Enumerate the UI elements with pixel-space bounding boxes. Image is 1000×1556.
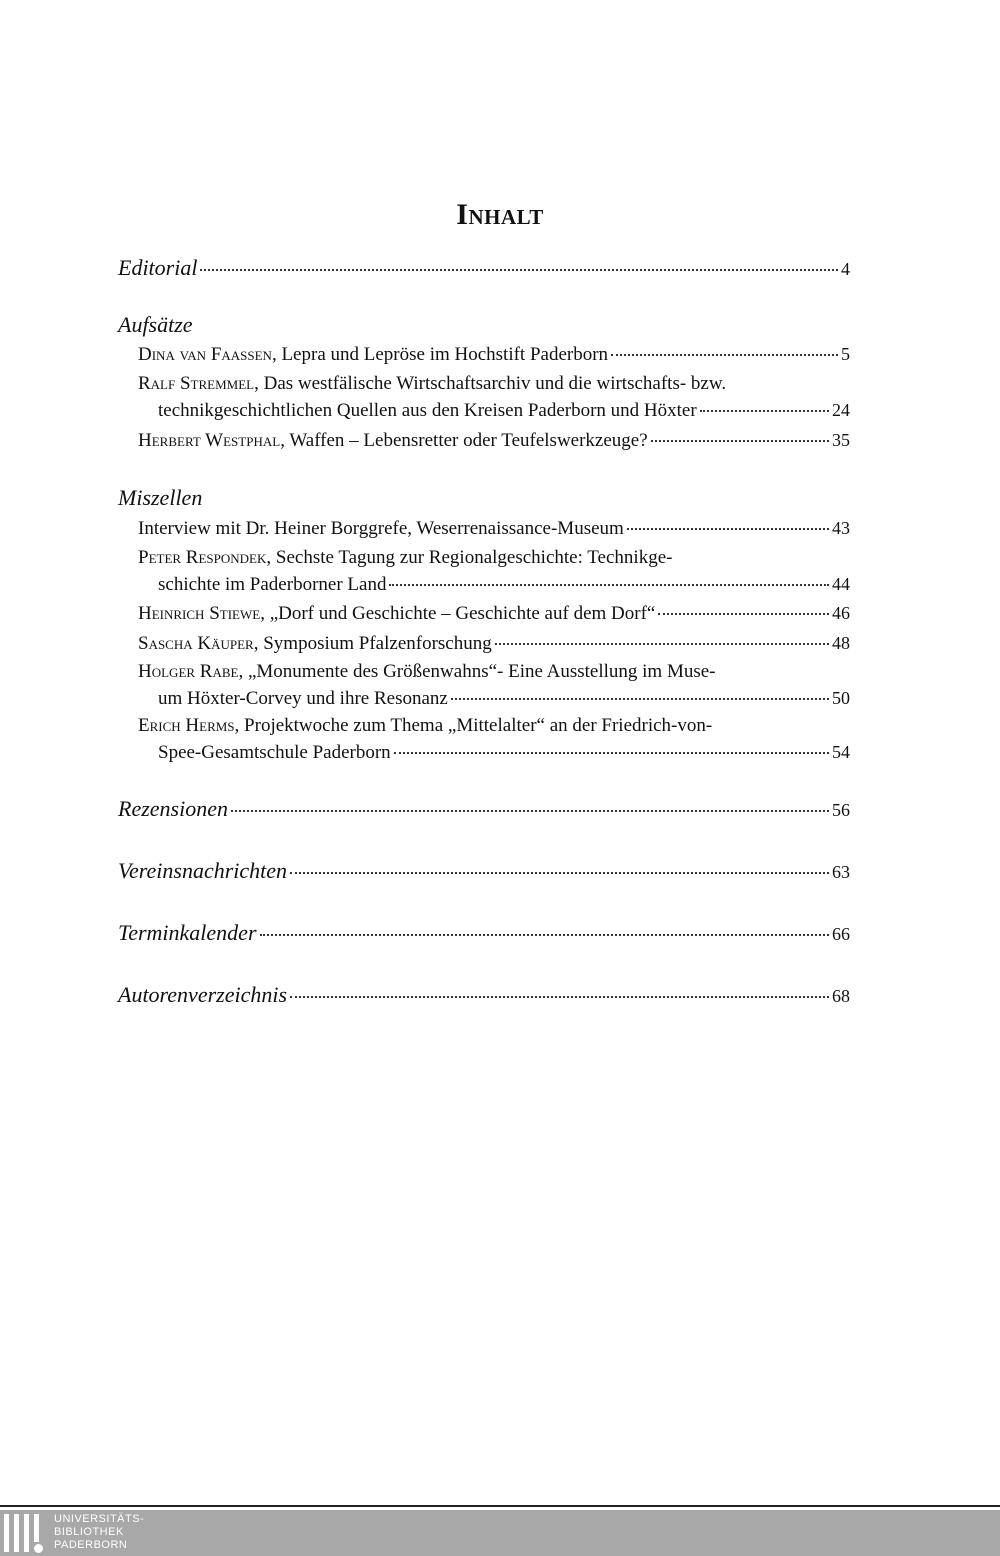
entry-author: Peter Respondek (138, 547, 267, 568)
section-aufsaetze-heading: Aufsätze (118, 312, 193, 337)
entry-title: , „Dorf und Geschichte – Geschichte auf dem Dorf“ (260, 603, 656, 624)
toc-entry (138, 427, 850, 454)
toc-rezensionen (118, 796, 850, 822)
entry-title: , Das westfälische Wirtschaftsarchiv und die wirtschafts- bzw. (254, 373, 727, 394)
toc-terminkalender (118, 920, 850, 946)
page-number: 43 (832, 518, 850, 538)
page-number: 66 (832, 924, 850, 944)
toc-autorenverzeichnis (118, 982, 850, 1008)
entry-title: , Sechste Tagung zur Regionalgeschichte: Technikge- (266, 547, 673, 568)
page-number: 63 (832, 862, 850, 882)
page-number: 56 (832, 800, 850, 820)
dot-leader (394, 752, 829, 754)
dot-leader (200, 269, 838, 271)
entry-author: Sascha Käuper (138, 633, 254, 654)
toc-entry (138, 341, 850, 368)
toc-entry (138, 630, 850, 657)
page-number: 24 (832, 400, 850, 420)
entry-author: Heinrich Stiewe (138, 603, 261, 624)
autorenverzeichnis-label: Autorenverzeichnis (118, 982, 288, 1007)
entry-title: , Symposium Pfalzenforschung (253, 633, 492, 654)
entry-author: Dina van Faassen (138, 344, 272, 365)
entry-title-continued: um Höxter-Corvey und ihre Resonanz (158, 688, 448, 709)
dot-leader (495, 643, 829, 645)
toc-entry (138, 371, 850, 424)
dot-leader (231, 810, 829, 812)
entry-title-continued: Spee-Gesamtschule Paderborn (158, 742, 391, 763)
library-name-line: UNIVERSITÄTS- (54, 1513, 145, 1525)
page-number: 68 (832, 986, 850, 1006)
dot-leader (260, 934, 829, 936)
entry-title: Interview mit Dr. Heiner Borggrefe, Weserrenaissance-Museum (138, 518, 624, 539)
footer-rule (0, 1505, 1000, 1507)
section-miszellen-heading: Miszellen (118, 485, 203, 510)
page-number: 4 (841, 259, 850, 279)
vereinsnachrichten-label: Vereinsnachrichten (118, 858, 288, 883)
toc-editorial (118, 255, 850, 281)
terminkalender-label: Terminkalender (118, 920, 257, 945)
page-number: 5 (841, 344, 850, 364)
entry-title-continued: schichte im Paderborner Land (158, 574, 387, 595)
library-logo-dot-icon (34, 1544, 43, 1553)
page-number: 35 (832, 430, 850, 450)
library-name-line: PADERBORN (54, 1539, 128, 1551)
toc-entry (138, 600, 850, 627)
entry-title: , „Monumente des Größenwahns“- Eine Ausstellung im Muse- (238, 661, 716, 682)
toc-entry (138, 515, 850, 542)
entry-author: Erich Herms (138, 715, 235, 736)
editorial-label: Editorial (118, 255, 198, 280)
library-banner (0, 1510, 1000, 1556)
page-number: 46 (832, 603, 850, 623)
entry-title: , Waffen – Lebensretter oder Teufelswerkzeuge? (280, 430, 648, 451)
toc-vereinsnachrichten (118, 858, 850, 884)
library-name (54, 1513, 144, 1552)
entry-title-continued: technikgeschichtlichen Quellen aus den Kreisen Paderborn und Höxter (158, 400, 697, 421)
toc-entry (138, 659, 850, 712)
page-title: Inhalt (456, 198, 544, 231)
library-name-line: BIBLIOTHEK (54, 1526, 124, 1538)
page-number: 50 (832, 688, 850, 708)
entry-title: , Projektwoche zum Thema „Mittelalter“ an der Friedrich-von- (234, 715, 713, 736)
dot-leader (651, 440, 829, 442)
dot-leader (611, 354, 838, 356)
page-number: 48 (832, 633, 850, 653)
dot-leader (290, 996, 829, 998)
dot-leader (658, 613, 829, 615)
entry-author: Herbert Westphal (138, 430, 281, 451)
dot-leader (389, 584, 829, 586)
entry-author: Ralf Stremmel (138, 373, 255, 394)
entry-title: , Lepra und Lepröse im Hochstift Paderborn (271, 344, 609, 365)
toc-entry (138, 545, 850, 598)
page-number: 54 (832, 742, 850, 762)
dot-leader (451, 698, 829, 700)
dot-leader (627, 528, 829, 530)
dot-leader (700, 410, 829, 412)
rezensionen-label: Rezensionen (118, 796, 228, 821)
dot-leader (290, 872, 829, 874)
page-number: 44 (832, 574, 850, 594)
toc-entry (138, 713, 850, 766)
entry-author: Holger Rabe (138, 661, 239, 682)
